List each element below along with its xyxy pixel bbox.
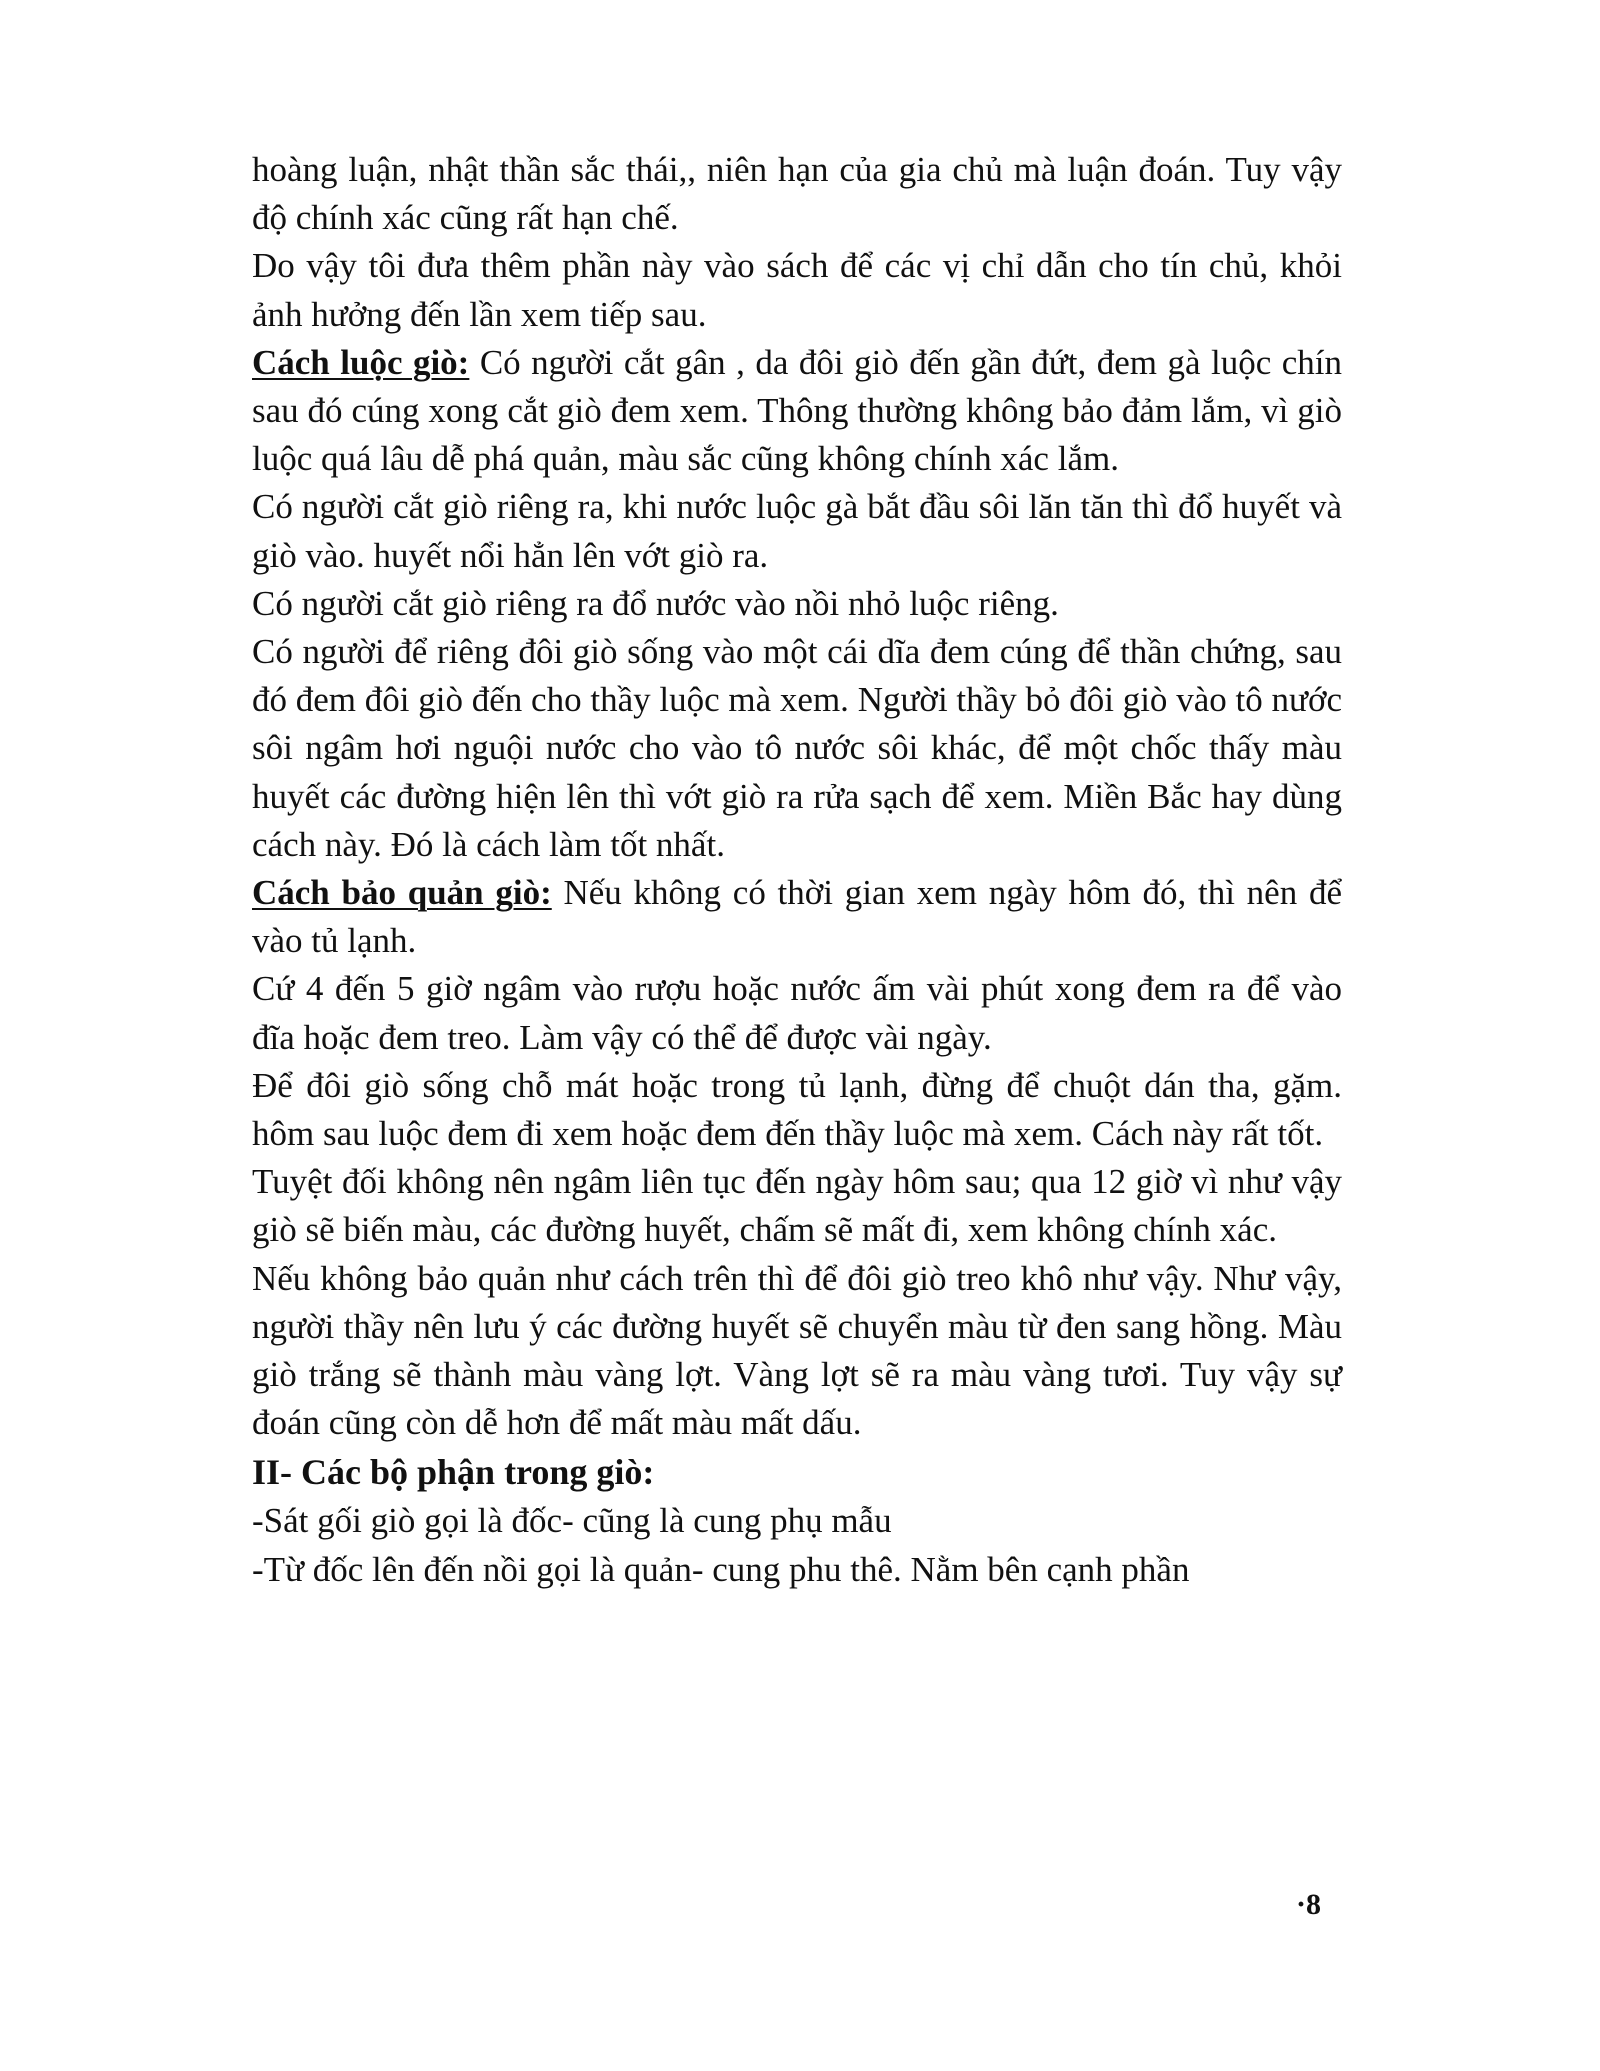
paragraph-text: Nếu không có thời gian xem ngày hôm đó, thì nên để vào tủ lạnh. [252,873,1342,961]
page-number [1296,1888,1321,1922]
paragraph-text: hoàng luận, nhật thần sắc thái,, niên hạn của gia chủ mà luận đoán. Tuy vậy độ chính xác cũng rất hạn chế. [252,150,1342,238]
paragraph-text: Tuyệt đối không nên ngâm liên tục đến ngày hôm sau; qua 12 giờ vì như vậy giò sẽ biến màu, các đường huyết, chấm sẽ mất đi, xem không chính xác. [252,1162,1342,1250]
paragraph-text: Có người cắt giò riêng ra, khi nước luộc gà bắt đầu sôi lăn tăn thì đổ huyết và giò vào. huyết nổi hẳn lên vớt giò ra. [252,487,1342,575]
paragraph-heading: Cách luộc giò: [252,342,470,382]
paragraph-5 [252,580,1342,628]
paragraph-text: Cứ 4 đến 5 giờ ngâm vào rượu hoặc nước ấm vài phút xong đem ra để vào đĩa hoặc đem treo. Làm vậy có thể để được vài ngày. [252,969,1342,1057]
list-item: -Từ đốc lên đến nồi gọi là quản- cung phu thê. Nằm bên cạnh phần [252,1549,1190,1589]
paragraph-8 [252,965,1342,1061]
paragraph-heading: Cách bảo quản giò: [252,873,552,913]
paragraph-6 [252,628,1342,869]
paragraph-text: Để đôi giò sống chỗ mát hoặc trong tủ lạnh, đừng để chuột dán tha, gặm. hôm sau luộc đem đi xem hoặc đem đến thầy luộc mà xem. Cách này rất tốt. [252,1065,1342,1154]
paragraph-text: Nếu không bảo quản như cách trên thì để đôi giò treo khô như vậy. Như vậy, người thầy nên lưu ý các đường huyết sẽ chuyển màu từ đen sang hồng. Màu giò trắng sẽ thành màu vàng lợt. Vàng lợt sẽ ra màu vàng tươi. Tuy vậy sự đoán cũng còn dễ hơn để mất màu mất dấu. [252,1258,1342,1443]
paragraph-9 [252,1062,1342,1158]
page-number-value: 8 [1306,1888,1322,1921]
paragraph-text: Có người để riêng đôi giò sống vào một cái dĩa đem cúng để thần chứng, sau đó đem đôi giò đến cho thầy luộc mà xem. Người thầy bỏ đôi giò vào tô nước sôi ngâm hơi nguội nước cho vào tô nước sôi khác, để một chốc thấy màu huyết các đường hiện lên thì vớt giò ra rửa sạch để xem. Miền Bắc hay dùng cách này. Đó là cách làm tốt nhất. [252,632,1342,864]
paragraph-text: Có người cắt gân , da đôi giò đến gần đứt, đem gà luộc chín sau đó cúng xong cắt giò đem xem. Thông thường không bảo đảm lắm, vì giò luộc quá lâu dễ phá quản, màu sắc cũng không chính xác lắm. [252,342,1342,479]
paragraph-text: Có người cắt giò riêng ra đổ nước vào nồi nhỏ luộc riêng. [252,583,1059,623]
paragraph-10 [252,1158,1342,1254]
paragraph-1 [252,146,1342,242]
paragraph-4 [252,483,1342,579]
paragraph-text: Do vậy tôi đưa thêm phần này vào sách để các vị chỉ dẫn cho tín chủ, khỏi ảnh hưởng đến lần xem tiếp sau. [252,246,1342,334]
page-body [252,146,1342,1594]
paragraph-11 [252,1255,1342,1448]
list-item: -Sát gối giò gọi là đốc- cũng là cung phụ mẫu [252,1501,892,1541]
paragraph-preservation-method [252,869,1342,965]
paragraph-2 [252,242,1342,338]
page-number-dot: · [1296,1888,1307,1921]
section-title: II- Các bộ phận trong giò: [252,1452,655,1493]
paragraph-boiling-method [252,339,1342,484]
